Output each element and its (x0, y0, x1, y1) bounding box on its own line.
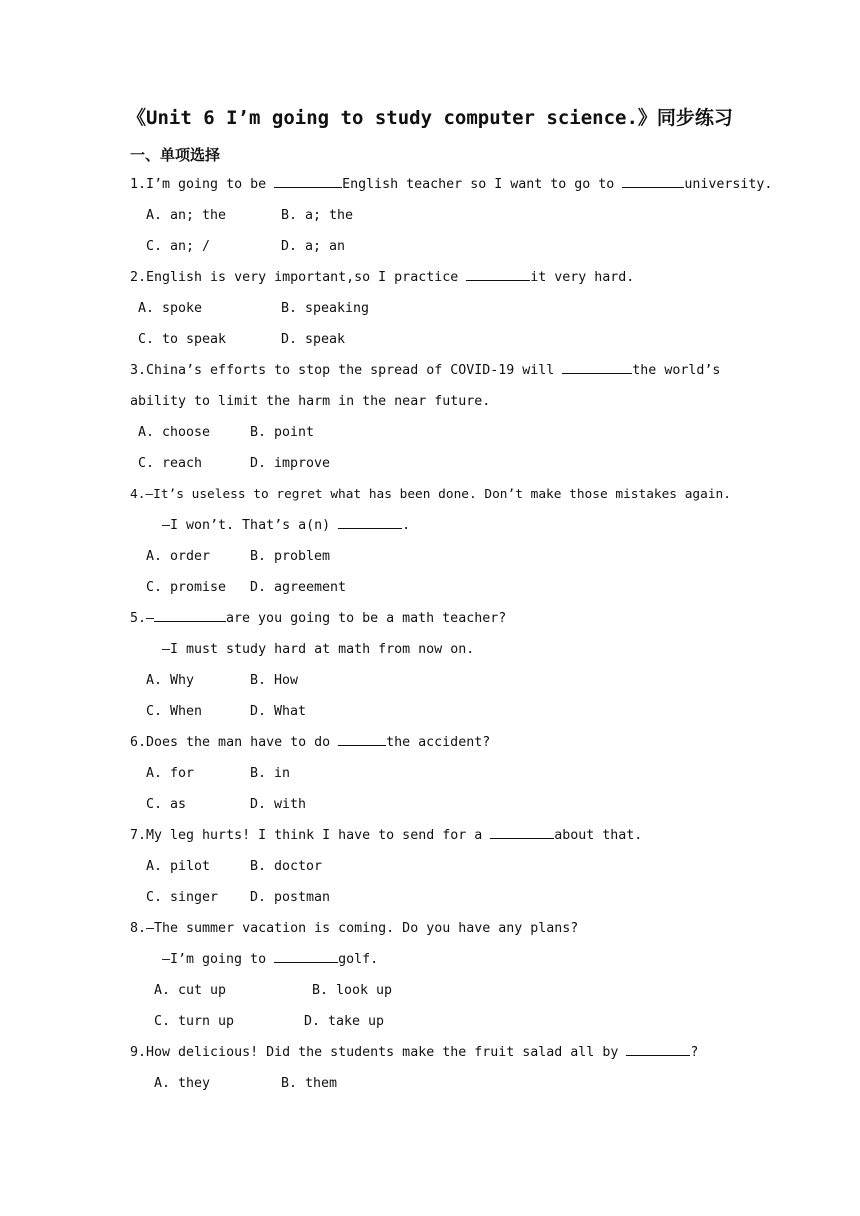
option-c: C. an; / (146, 239, 211, 254)
option-d: D. agreement (250, 580, 347, 595)
question-5-options-row-1 (0, 667, 860, 698)
question-3-stem-continued: ability to limit the harm in the near future. (130, 394, 491, 409)
option-b: B. How (250, 673, 299, 688)
option-d: D. take up (304, 1014, 385, 1029)
answer-blank (154, 605, 226, 622)
option-d: D. What (250, 704, 307, 719)
option-a: A. spoke (138, 301, 203, 316)
question-9-options-row-1 (0, 1070, 860, 1101)
question-5-options-row-2 (0, 698, 860, 729)
option-d: D. a; an (281, 239, 346, 254)
option-d: D. improve (250, 456, 331, 471)
answer-blank (490, 822, 554, 839)
question-1-options-row-1 (0, 202, 860, 233)
option-b: B. speaking (281, 301, 370, 316)
answer-blank (622, 171, 684, 188)
option-c: C. promise (146, 580, 227, 595)
question-6-options-row-2 (0, 791, 860, 822)
answer-blank (338, 729, 386, 746)
section-heading: 一、单项选择 (130, 146, 221, 164)
question-2-options-row-1 (0, 295, 860, 326)
question-8-options-row-1 (0, 977, 860, 1008)
question-9-stem: 9.How delicious! Did the students make the fruit salad all by ? (0, 1039, 860, 1070)
question-7-options-row-2 (0, 884, 860, 915)
question-6-options-row-1 (0, 760, 860, 791)
question-3-options-row-1 (0, 419, 860, 450)
option-a: A. choose (138, 425, 211, 440)
answer-blank (274, 171, 342, 188)
option-b: B. problem (250, 549, 331, 564)
option-d: D. speak (281, 332, 346, 347)
question-6-stem: 6.Does the man have to do the accident? (0, 729, 860, 760)
option-a: A. cut up (154, 983, 227, 998)
question-5-reply: —I must study hard at math from now on. (162, 642, 475, 657)
option-c: C. as (146, 797, 187, 812)
option-b: B. look up (312, 983, 393, 998)
option-a: A. pilot (146, 859, 211, 874)
question-1-stem: 1.I’m going to be English teacher so I want to go to university. (0, 171, 860, 202)
option-a: A. order (146, 549, 211, 564)
option-a: A. they (154, 1076, 211, 1091)
question-3-options-row-2 (0, 450, 860, 481)
question-4-options-row-1 (0, 543, 860, 574)
answer-blank (466, 264, 530, 281)
question-1-options-row-2 (0, 233, 860, 264)
answer-blank (338, 512, 402, 529)
option-c: C. When (146, 704, 203, 719)
answer-blank (626, 1039, 690, 1056)
option-b: B. in (250, 766, 291, 781)
option-c: C. reach (138, 456, 203, 471)
answer-blank (562, 357, 632, 374)
question-3-stem: 3.China’s efforts to stop the spread of COVID-19 will the world’s (0, 357, 860, 388)
option-d: D. with (250, 797, 307, 812)
option-c: C. turn up (154, 1014, 235, 1029)
option-d: D. postman (250, 890, 331, 905)
option-b: B. doctor (250, 859, 323, 874)
page-title: 《Unit 6 I’m going to study computer science.》同步练习 (127, 107, 733, 129)
question-4-options-row-2 (0, 574, 860, 605)
option-a: A. for (146, 766, 195, 781)
option-a: A. an; the (146, 208, 227, 223)
question-2-options-row-2 (0, 326, 860, 357)
option-a: A. Why (146, 673, 195, 688)
question-2-stem: 2.English is very important,so I practice it very hard. (0, 264, 860, 295)
option-b: B. a; the (281, 208, 354, 223)
option-c: C. singer (146, 890, 219, 905)
question-list (0, 171, 860, 1101)
option-c: C. to speak (138, 332, 227, 347)
question-8-options-row-2 (0, 1008, 860, 1039)
question-4-reply: —I won’t. That’s a(n) . (0, 512, 860, 543)
option-b: B. them (281, 1076, 338, 1091)
question-7-options-row-1 (0, 853, 860, 884)
question-7-stem: 7.My leg hurts! I think I have to send for a about that. (0, 822, 860, 853)
option-b: B. point (250, 425, 315, 440)
question-4-stem: 4.—It’s useless to regret what has been done. Don’t make those mistakes again. (130, 487, 731, 502)
answer-blank (274, 946, 338, 963)
question-5-stem: 5.— are you going to be a math teacher? (0, 605, 860, 636)
question-8-stem: 8.—The summer vacation is coming. Do you have any plans? (130, 921, 579, 936)
question-8-reply: —I’m going to golf. (0, 946, 860, 977)
